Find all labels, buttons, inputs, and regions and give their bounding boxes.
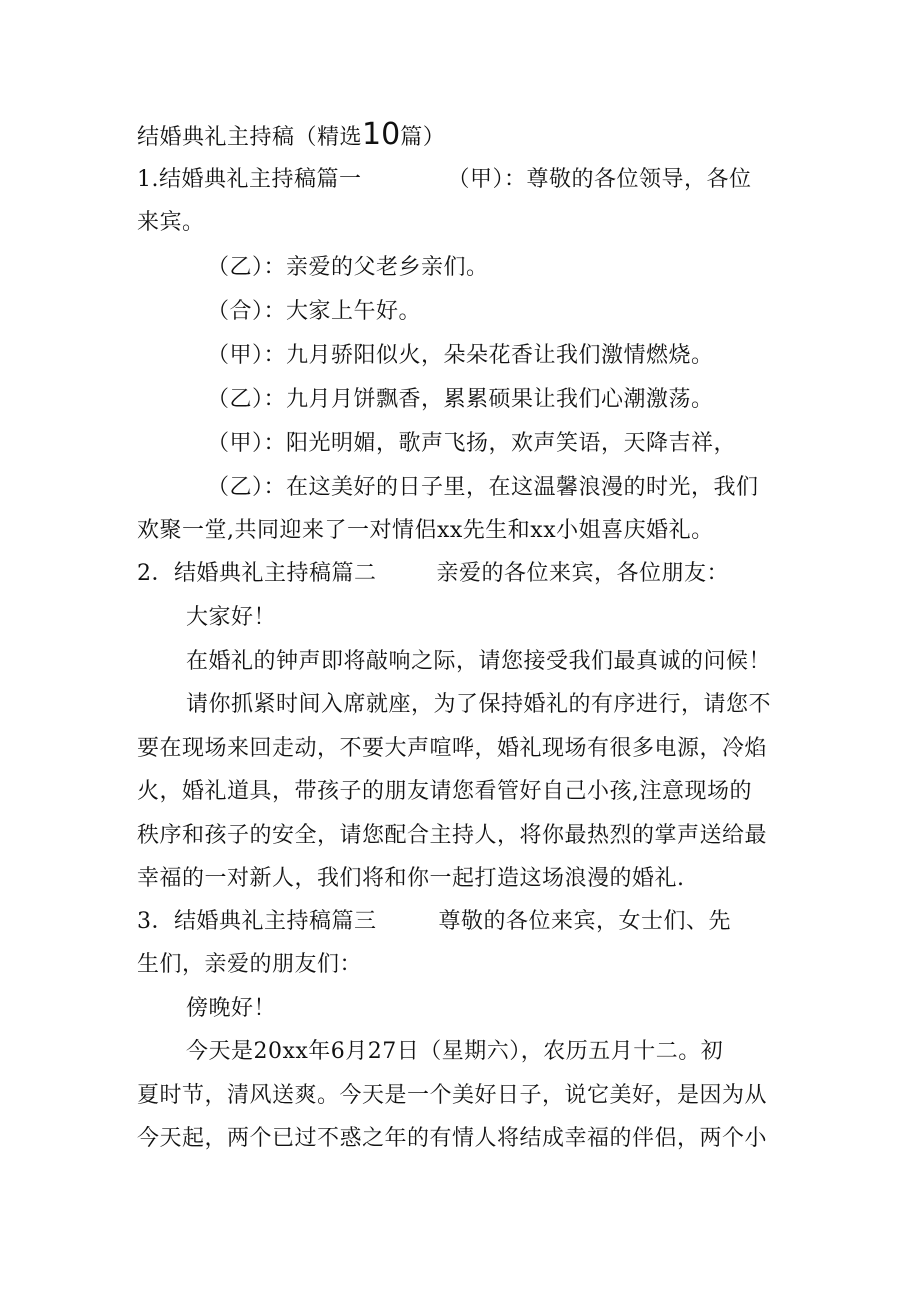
paragraph-line: （乙）：九月月饼飘香，累累硕果让我们心潮激荡。	[207, 387, 714, 412]
section-1-heading-label: 1.结婚典礼主持稿篇一	[137, 167, 362, 192]
paragraph-line: （合）：大家上午好。	[207, 299, 422, 324]
paragraph-line: 请你抓紧时间入席就座，为了保持婚礼的有序进行，请您不	[186, 692, 772, 717]
section-3-heading-tail: 尊敬的各位来宾，女士们、先	[438, 909, 732, 934]
paragraph-line: 欢聚一堂,共同迎来了一对情侣xx先生和xx小姐喜庆婚礼。	[137, 518, 714, 543]
section-1-heading-tail: （甲）：尊敬的各位领导，各位	[447, 167, 752, 192]
paragraph-line: 火，婚礼道具，带孩子的朋友请您看管好自己小孩,注意现场的	[137, 779, 752, 804]
paragraph-line: （乙）：亲爱的父老乡亲们。	[207, 255, 489, 280]
paragraph-line: （甲）：阳光明媚，歌声飞扬，欢声笑语，天降吉祥，	[207, 431, 737, 456]
section-3-heading-label: 3．结婚典礼主持稿篇三	[137, 909, 377, 934]
section-1-heading	[137, 165, 752, 195]
section-3-heading	[137, 907, 731, 937]
paragraph-line: 生们，亲爱的朋友们：	[137, 952, 363, 977]
paragraph-line: 大家好！	[186, 605, 277, 630]
title-suffix: 篇）	[400, 125, 446, 150]
paragraph-line: （甲）：九月骄阳似火，朵朵花香让我们激情燃烧。	[207, 343, 714, 368]
paragraph-line: 来宾。	[137, 210, 205, 235]
paragraph-line: 今天是20xx年6月27日（星期六），农历五月十二。初	[186, 1039, 724, 1064]
paragraph-line: 今天起，两个已过不惑之年的有情人将结成幸福的伴侣，两个小	[137, 1126, 768, 1151]
paragraph-line: 要在现场来回走动，不要大声喧哗，婚礼现场有很多电源，冷焰	[137, 736, 768, 761]
paragraph-line: 傍晚好！	[186, 996, 277, 1021]
paragraph-line: （乙）：在这美好的日子里，在这温馨浪漫的时光，我们	[207, 475, 759, 500]
title-prefix: 结婚典礼主持稿（精选	[137, 125, 363, 150]
paragraph-line: 在婚礼的钟声即将敲响之际，请您接受我们最真诚的问候！	[186, 649, 772, 674]
paragraph-line: 幸福的一对新人，我们将和你一起打造这场浪漫的婚礼.	[137, 866, 685, 891]
paragraph-line: 夏时节，清风送爽。今天是一个美好日子，说它美好，是因为从	[137, 1083, 768, 1108]
section-2-heading	[137, 559, 729, 589]
section-2-heading-label: 2．结婚典礼主持稿篇二	[137, 561, 377, 586]
section-2-heading-tail: 亲爱的各位来宾，各位朋友：	[436, 561, 730, 586]
paragraph-line: 秩序和孩子的安全，请您配合主持人，将你最热烈的掌声送给最	[137, 823, 768, 848]
document-title	[137, 117, 446, 153]
title-number: 10	[362, 117, 401, 152]
